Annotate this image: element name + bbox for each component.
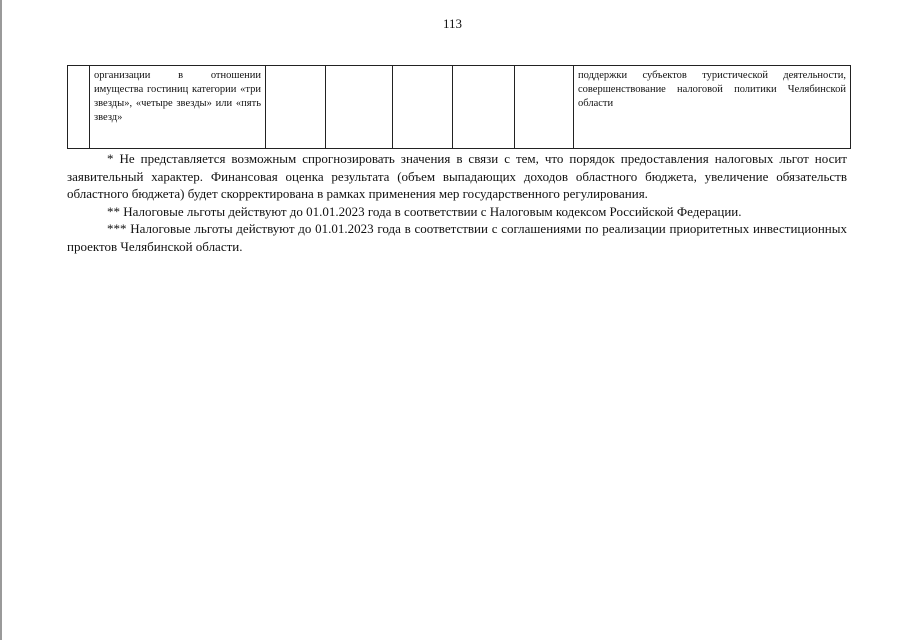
table-cell-benefit-name: организации в отношении имущества гостиниц категории «три звезды», «четыре звезды» или «пять звезд»: [90, 66, 266, 149]
table-cell: [326, 66, 393, 149]
table-cell-number: [68, 66, 90, 149]
table-cell: [453, 66, 515, 149]
benefits-table-continuation: [67, 65, 851, 149]
table-cell: [515, 66, 574, 149]
footnotes: [67, 150, 847, 255]
page-edge-line: [0, 0, 2, 640]
table-cell: [266, 66, 326, 149]
table-cell-goal: поддержки субъектов туристической деятельности, совершенствование налоговой политики Челябинской области: [574, 66, 851, 149]
footnote-2: ** Налоговые льготы действуют до 01.01.2023 года в соответствии с Налоговым кодексом Российской Федерации.: [107, 203, 742, 219]
footnote-3: *** Налоговые льготы действуют до 01.01.2023 года в соответствии с соглашениями по реализации приоритетных инвестиционных проектов Челябинской области.: [67, 221, 847, 254]
footnote-1: * Не представляется возможным спрогнозировать значения в связи с тем, что порядок предоставления налоговых льгот носит заявительный характер. Финансовая оценка результата (объем выпадающих доходов областного бюджета, увеличение обязательств областного бюджета) будет скорректирована в рамках применения мер государственного регулирования.: [67, 151, 847, 201]
page-number: 113: [442, 16, 463, 31]
table-row: [68, 66, 851, 149]
table-cell: [393, 66, 453, 149]
